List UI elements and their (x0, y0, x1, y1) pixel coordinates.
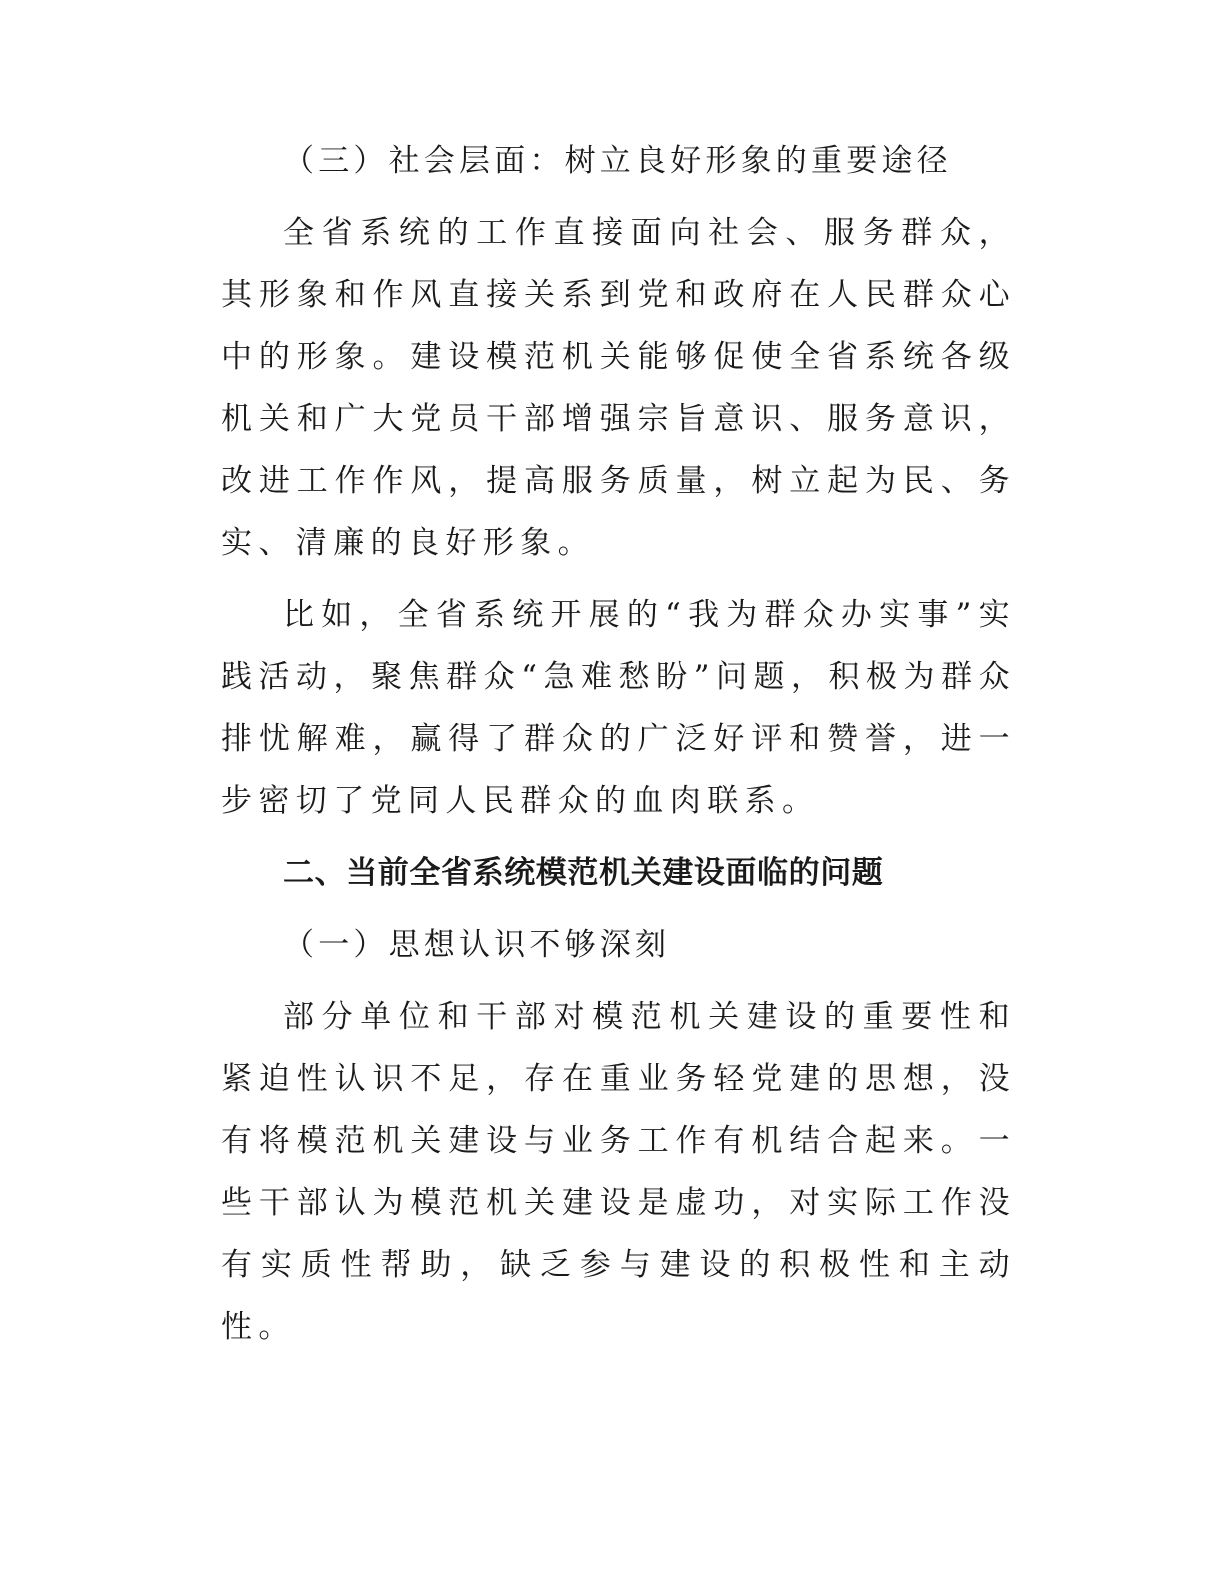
paragraph-insufficient-awareness: 部分单位和干部对模范机关建设的重要性和紧迫性认识不足，存在重业务轻党建的思想，没有将模范机关建设与业务工作有机结合起来。一些干部认为模范机关建设是虚功，对实际工作没有实质性帮助，缺乏参与建设的积极性和主动性。 (221, 999, 1016, 1345)
subheading-ideological-awareness: （一）思想认识不够深刻 (283, 927, 671, 963)
paragraph-image-and-style: 全省系统的工作直接面向社会、服务群众，其形象和作风直接关系到党和政府在人民群众心中的形象。建设模范机关能够促使全省系统各级机关和广大党员干部增强宗旨意识、服务意识，改进工作作风，提高服务质量，树立起为民、务实、清廉的良好形象。 (221, 215, 1016, 561)
spacer (221, 574, 1016, 584)
spacer (221, 976, 1016, 986)
spacer (221, 832, 1016, 842)
spacer (221, 192, 1016, 202)
subheading-social-level: （三）社会层面：树立良好形象的重要途径 (283, 143, 952, 179)
spacer (221, 904, 1016, 914)
section-heading-current-problems: 二、当前全省系统模范机关建设面临的问题 (283, 855, 884, 891)
paragraph-practice-example: 比如，全省系统开展的“我为群众办实事”实践活动，聚焦群众“急难愁盼”问题，积极为群众排忧解难，赢得了群众的广泛好评和赞誉，进一步密切了党同人民群众的血肉联系。 (221, 597, 1016, 819)
document-body (221, 130, 1016, 1358)
